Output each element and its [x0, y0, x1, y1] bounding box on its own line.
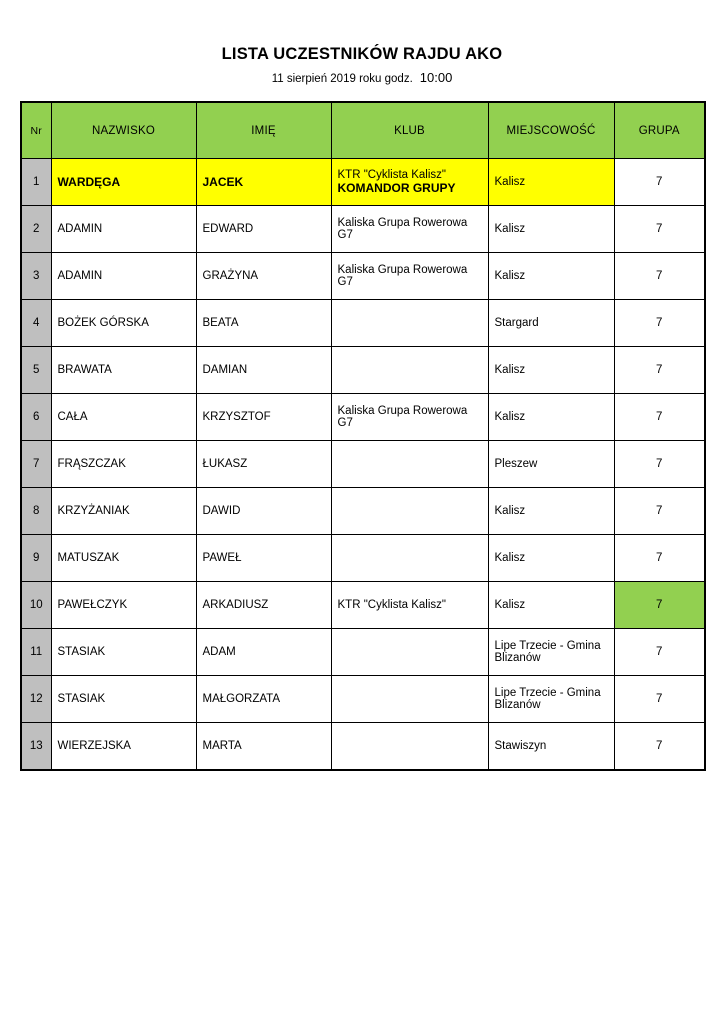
firstname-cell: ADAM [196, 629, 331, 676]
row-number-cell: 12 [21, 676, 51, 723]
group-cell: 7 [614, 159, 705, 206]
locality-cell [488, 394, 614, 441]
club-line-primary: Kaliska Grupa Rowerowa [337, 405, 468, 417]
locality-line-primary: Stargard [494, 317, 539, 329]
locality-line-primary: Kalisz [494, 505, 526, 517]
row-number-cell: 3 [21, 253, 51, 300]
group-cell: 7 [614, 347, 705, 394]
surname-cell: STASIAK [51, 676, 196, 723]
surname-cell: WARDĘGA [51, 159, 196, 206]
firstname-cell: DAMIAN [196, 347, 331, 394]
table-header-row [21, 102, 705, 159]
surname-cell: BRAWATA [51, 347, 196, 394]
club-cell [331, 347, 488, 394]
club-cell [331, 159, 488, 206]
locality-line-primary: Kalisz [494, 364, 526, 376]
firstname-cell: ŁUKASZ [196, 441, 331, 488]
locality-line-primary: Kalisz [494, 552, 526, 564]
column-header-grupa: GRUPA [614, 102, 705, 159]
group-cell: 7 [614, 253, 705, 300]
surname-cell: MATUSZAK [51, 535, 196, 582]
table-row [21, 723, 705, 770]
surname-cell: FRĄSZCZAK [51, 441, 196, 488]
locality-cell [488, 253, 614, 300]
row-number-cell: 10 [21, 582, 51, 629]
group-cell: 7 [614, 535, 705, 582]
table-row [21, 535, 705, 582]
table-row [21, 676, 705, 723]
group-cell: 7 [614, 582, 705, 629]
locality-cell [488, 676, 614, 723]
group-cell: 7 [614, 300, 705, 347]
surname-cell: PAWEŁCZYK [51, 582, 196, 629]
club-cell [331, 253, 488, 300]
club-line-secondary: G7 [337, 417, 353, 429]
locality-line-primary: Kalisz [494, 223, 526, 235]
participants-table-container [20, 101, 704, 771]
club-cell [331, 488, 488, 535]
surname-cell: CAŁA [51, 394, 196, 441]
table-row [21, 347, 705, 394]
table-row [21, 206, 705, 253]
table-row [21, 394, 705, 441]
locality-cell [488, 300, 614, 347]
table-row [21, 159, 705, 206]
club-cell [331, 676, 488, 723]
row-number-cell: 5 [21, 347, 51, 394]
locality-cell [488, 629, 614, 676]
club-cell [331, 394, 488, 441]
club-cell [331, 535, 488, 582]
club-line-secondary: G7 [337, 229, 353, 241]
locality-line-primary: Kalisz [494, 270, 526, 282]
club-cell [331, 441, 488, 488]
firstname-cell: DAWID [196, 488, 331, 535]
column-header-miejscowosc: MIEJSCOWOŚĆ [488, 102, 614, 159]
row-number-cell: 4 [21, 300, 51, 347]
group-cell: 7 [614, 394, 705, 441]
row-number-cell: 2 [21, 206, 51, 253]
locality-line-secondary: Blizanów [494, 652, 541, 664]
table-row [21, 441, 705, 488]
group-cell: 7 [614, 488, 705, 535]
firstname-cell: GRAŻYNA [196, 253, 331, 300]
locality-cell [488, 159, 614, 206]
row-number-cell: 9 [21, 535, 51, 582]
table-row [21, 300, 705, 347]
event-date-label: 11 sierpień 2019 roku godz. [271, 73, 413, 85]
club-cell [331, 206, 488, 253]
row-number-cell: 11 [21, 629, 51, 676]
row-number-cell: 7 [21, 441, 51, 488]
surname-cell: BOŻEK GÓRSKA [51, 300, 196, 347]
column-header-imie: IMIĘ [196, 102, 331, 159]
document-header [0, 0, 724, 87]
club-cell [331, 629, 488, 676]
locality-line-primary: Kalisz [494, 599, 526, 611]
group-cell: 7 [614, 441, 705, 488]
locality-cell [488, 535, 614, 582]
firstname-cell: MAŁGORZATA [196, 676, 331, 723]
surname-cell: KRZYŻANIAK [51, 488, 196, 535]
table-row [21, 582, 705, 629]
event-datetime [0, 70, 724, 87]
surname-cell: ADAMIN [51, 206, 196, 253]
club-line-primary: Kaliska Grupa Rowerowa [337, 264, 468, 276]
locality-cell [488, 488, 614, 535]
club-cell [331, 300, 488, 347]
surname-cell: ADAMIN [51, 253, 196, 300]
table-row [21, 629, 705, 676]
column-header-nr: Nr [21, 102, 51, 159]
row-number-cell: 6 [21, 394, 51, 441]
club-line-secondary: G7 [337, 276, 353, 288]
locality-cell [488, 347, 614, 394]
group-cell: 7 [614, 723, 705, 770]
locality-line-primary: Lipe Trzecie - Gmina [494, 687, 601, 699]
firstname-cell: EDWARD [196, 206, 331, 253]
row-number-cell: 8 [21, 488, 51, 535]
club-line-primary: KTR "Cyklista Kalisz" [337, 599, 446, 611]
surname-cell: STASIAK [51, 629, 196, 676]
club-line-primary: KTR "Cyklista Kalisz" [337, 169, 446, 181]
club-line-secondary: KOMANDOR GRUPY [337, 181, 456, 195]
group-cell: 7 [614, 629, 705, 676]
page-title: LISTA UCZESTNIKÓW RAJDU AKO [221, 45, 503, 63]
row-number-cell: 13 [21, 723, 51, 770]
row-number-cell: 1 [21, 159, 51, 206]
locality-line-primary: Lipe Trzecie - Gmina [494, 640, 601, 652]
locality-cell [488, 582, 614, 629]
firstname-cell: PAWEŁ [196, 535, 331, 582]
group-cell: 7 [614, 676, 705, 723]
firstname-cell: JACEK [196, 159, 331, 206]
locality-line-primary: Kalisz [494, 176, 526, 188]
participants-table [20, 101, 706, 771]
table-row [21, 488, 705, 535]
locality-line-secondary: Blizanów [494, 699, 541, 711]
locality-line-primary: Stawiszyn [494, 739, 547, 752]
club-cell [331, 723, 488, 770]
table-body [21, 159, 705, 770]
table-header [21, 102, 705, 159]
locality-cell [488, 441, 614, 488]
firstname-cell: BEATA [196, 300, 331, 347]
firstname-cell: MARTA [196, 723, 331, 770]
locality-line-primary: Pleszew [494, 458, 538, 470]
club-cell [331, 582, 488, 629]
column-header-nazwisko: NAZWISKO [51, 102, 196, 159]
locality-line-primary: Kalisz [494, 411, 526, 423]
firstname-cell: KRZYSZTOF [196, 394, 331, 441]
group-cell: 7 [614, 206, 705, 253]
club-line-primary: Kaliska Grupa Rowerowa [337, 217, 468, 229]
table-row [21, 253, 705, 300]
locality-cell [488, 206, 614, 253]
firstname-cell: ARKADIUSZ [196, 582, 331, 629]
locality-cell [488, 723, 614, 770]
column-header-klub: KLUB [331, 102, 488, 159]
event-time-label: 10:00 [419, 70, 453, 85]
surname-cell: WIERZEJSKA [51, 723, 196, 770]
